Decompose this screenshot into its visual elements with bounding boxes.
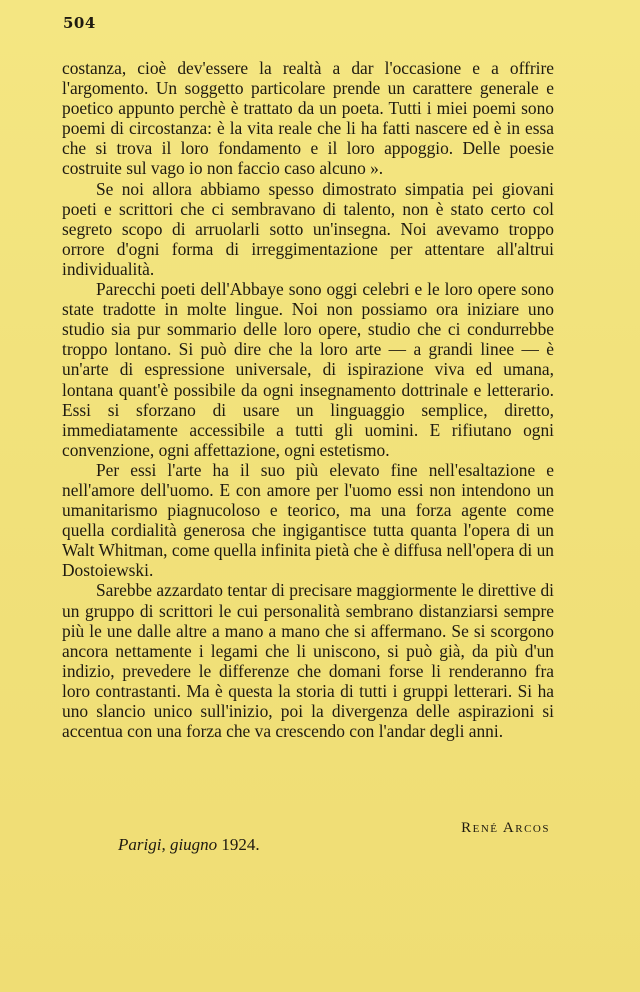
paragraph: Per essi l'arte ha il suo più elevato fine nell'esaltazione e nell'amore dell'uomo. E con amore per l'uomo essi non intendono un umanitarismo piagnucoloso e teorico, ma una forza agente come quella cordialità generosa che ingigantisce tutta quanta l'opera di un Walt Whitman, come quella infinita pietà che è diffusa nell'opera di un Dostoiewski. (62, 459, 554, 581)
author-signature: René Arcos (461, 820, 550, 836)
paragraph: Se noi allora abbiamo spesso dimostrato simpatia pei giovani poeti e scrittori che ci sembravano di talento, non è stato certo col segreto scopo di arruolarli sotto un'insegna. Noi avevamo troppo orrore d'ogni forma di irreggimentazione per attentare all'altrui individualità. (62, 178, 554, 279)
dateline-year: 1924. (221, 835, 260, 854)
paragraph: Parecchi poeti dell'Abbaye sono oggi celebri e le loro opere sono state tradotte in molte lingue. Noi non possiamo ora iniziare uno studio sia pur sommario delle loro opere, studio che ci condurrebbe troppo lontano. Si può dire che la loro arte — a grandi linee — è un'arte di espressione universale, di ispirazione viva ed umana, lontana quant'è possibile da ogni insegnamento dottrinale e letterario. Essi si sforzano di usare un linguaggio semplice, diretto, immediatamente accessibile a tutti gli uomini. E rifiutano ogni convenzione, ogni affettazione, ogni estetismo. (62, 279, 554, 460)
paragraph-continuation: costanza, cioè dev'essere la realtà a dar l'occasione e a offrire l'argomento. Un soggetto particolare prende un carattere generale e poetico appunto perchè è trattato da un poeta. Tutti i miei poemi sono poemi di circostanza: è la vita reale che li ha fatti nascere ed è in essa che si trova il loro fondamento e il loro appoggio. Delle poesie costruite sul vago io non faccio caso alcuno ». (62, 58, 554, 179)
dateline (118, 835, 260, 855)
page-number: 504 (63, 14, 96, 32)
dateline-place: Parigi, giugno (118, 835, 218, 854)
body-text (62, 58, 554, 741)
paragraph: Sarebbe azzardato tentar di precisare maggiormente le direttive di un gruppo di scrittori le cui personalità sembrano distanziarsi sempre più le une dalle altre a mano a mano che si affermano. Se si scorgono ancora nettamente i legami che li uniscono, si può già, da più d'un indizio, prevedere le differenze che domani forse li renderanno fra loro contrastanti. Ma è questa la storia di tutti i gruppi letterari. Si ha uno slancio unico sull'inizio, poi la divergenza delle aspirazioni si accentua con una forza che va crescendo con l'andar degli anni. (62, 580, 554, 742)
